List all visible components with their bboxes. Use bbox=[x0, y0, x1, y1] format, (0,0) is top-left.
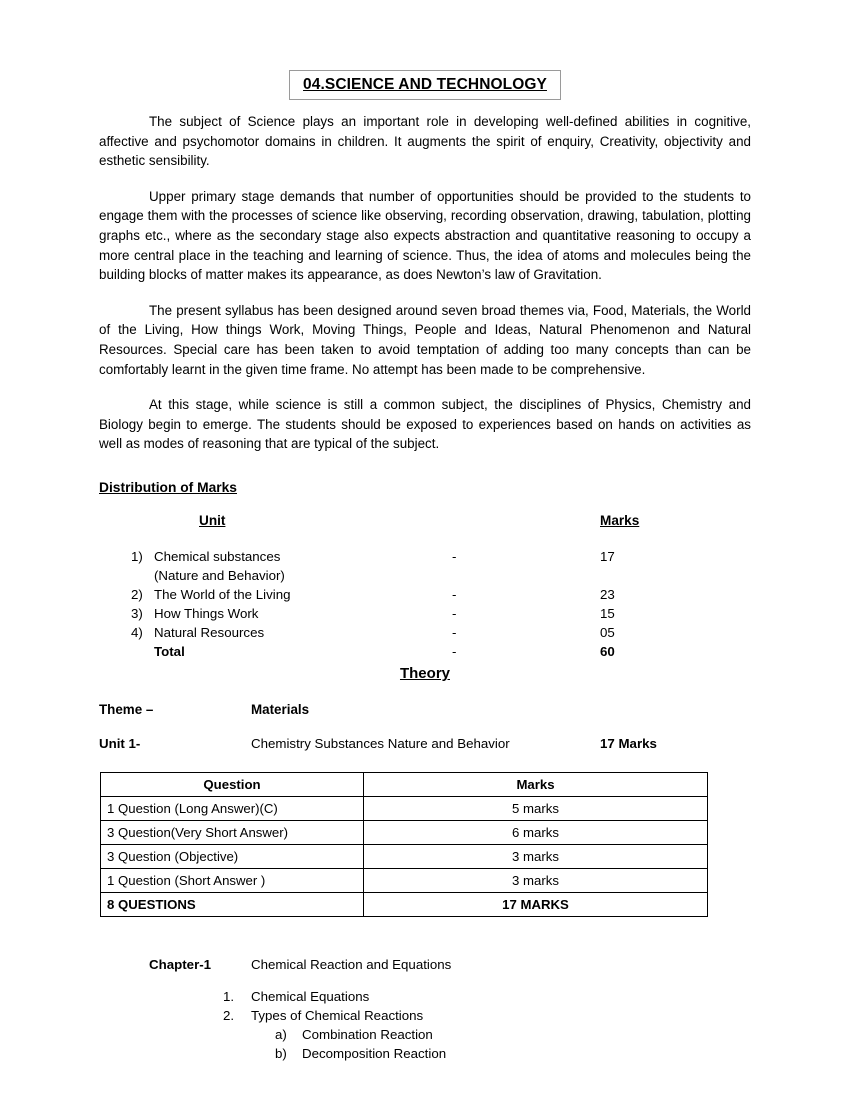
distribution-row bbox=[99, 604, 751, 623]
row-number: 1) bbox=[131, 549, 143, 565]
list-item-marker: 2. bbox=[223, 1008, 235, 1024]
distribution-total-row bbox=[99, 642, 751, 661]
table-header-row bbox=[101, 773, 708, 797]
unit-line bbox=[99, 734, 751, 754]
list-item-label: Chemical Equations bbox=[251, 989, 370, 1005]
page-title: 04.SCIENCE AND TECHNOLOGY bbox=[303, 76, 547, 93]
cell-question: 3 Question (Objective) bbox=[101, 845, 364, 869]
distribution-row bbox=[99, 585, 751, 604]
distribution-rows bbox=[99, 547, 751, 661]
cell-marks: 5 marks bbox=[364, 797, 708, 821]
row-marks: 05 bbox=[600, 625, 615, 641]
distribution-of-marks-table bbox=[99, 513, 751, 661]
row-unit-name: The World of the Living bbox=[154, 587, 291, 603]
unit-marks: 17 Marks bbox=[600, 736, 657, 752]
list-item bbox=[99, 1025, 751, 1044]
question-marks-table bbox=[100, 772, 708, 917]
row-unit-name: Natural Resources bbox=[154, 625, 265, 641]
row-unit-name: How Things Work bbox=[154, 606, 259, 622]
table-row bbox=[101, 797, 708, 821]
row-marks: 23 bbox=[600, 587, 615, 603]
cell-total-questions: 8 QUESTIONS bbox=[101, 893, 364, 917]
distribution-of-marks-heading: Distribution of Marks bbox=[99, 479, 237, 495]
chapter-title: Chemical Reaction and Equations bbox=[251, 957, 452, 973]
cell-marks: 3 marks bbox=[364, 845, 708, 869]
chapter-heading-line bbox=[99, 955, 751, 975]
table-row bbox=[101, 845, 708, 869]
theme-value: Materials bbox=[251, 702, 310, 718]
column-header-unit: Unit bbox=[199, 513, 226, 529]
list-item-marker: 1. bbox=[223, 989, 235, 1005]
page-title-container bbox=[0, 70, 850, 100]
cell-question: 1 Question (Long Answer)(C) bbox=[101, 797, 364, 821]
cell-total-marks: 17 MARKS bbox=[364, 893, 708, 917]
list-item-label: Types of Chemical Reactions bbox=[251, 1008, 424, 1024]
row-unit-name: Total bbox=[154, 644, 185, 660]
document-body bbox=[99, 112, 751, 1063]
theory-heading-text: Theory bbox=[399, 665, 450, 683]
theory-heading bbox=[99, 663, 751, 685]
list-item-label: Decomposition Reaction bbox=[302, 1046, 447, 1062]
row-dash: - bbox=[452, 644, 457, 660]
cell-question: 3 Question(Very Short Answer) bbox=[101, 821, 364, 845]
theme-label: Theme – bbox=[99, 702, 154, 718]
page-title-box bbox=[289, 70, 561, 100]
list-item bbox=[99, 1044, 751, 1063]
list-item-marker: a) bbox=[275, 1027, 287, 1043]
list-item-label: Combination Reaction bbox=[302, 1027, 433, 1043]
cell-question: 1 Question (Short Answer ) bbox=[101, 869, 364, 893]
row-marks: 60 bbox=[600, 644, 615, 660]
column-header-marks: Marks bbox=[364, 773, 708, 797]
cell-marks: 6 marks bbox=[364, 821, 708, 845]
row-number: 3) bbox=[131, 606, 143, 622]
table-row bbox=[101, 821, 708, 845]
list-item bbox=[99, 987, 751, 1006]
column-header-marks: Marks bbox=[600, 513, 640, 529]
paragraph-1: The subject of Science plays an important role in developing well-defined abilities in cognitive, affective and psychomotor domains in children. It augments the spirit of enquiry, Creativity, objectivity and esthetic sensibility. bbox=[99, 114, 751, 169]
paragraph-2: Upper primary stage demands that number of opportunities should be provided to the students to engage them with the processes of science like observing, recording observation, drawing, tabulation, plotting graphs etc., where as the secondary stage also expects abstraction and quantitative reasoning to occupy a more central place in the teaching and learning of science. Thus, the idea of atoms and molecules being the building blocks of matter makes its appearance, as does Newton’s law of Gravitation. bbox=[99, 188, 751, 283]
row-dash: - bbox=[452, 549, 457, 565]
row-unit-name: Chemical substances bbox=[154, 549, 281, 565]
row-marks: 17 bbox=[600, 549, 615, 565]
paragraph-3: The present syllabus has been designed around seven broad themes via, Food, Materials, the World of the Living, How things Work, Moving Things, People and Ideas, Natural Phenomenon and Natural Resources. Special care has been taken to avoid temptation of adding too many concepts than can be comfortably learnt in the given time frame. No attempt has been made to be comprehensive. bbox=[99, 302, 751, 377]
unit-label: Unit 1- bbox=[99, 736, 141, 752]
row-marks: 15 bbox=[600, 606, 615, 622]
list-item bbox=[99, 1006, 751, 1025]
chapter-topic-list bbox=[99, 987, 751, 1063]
unit-description: Chemistry Substances Nature and Behavior bbox=[251, 736, 510, 752]
row-number: 2) bbox=[131, 587, 143, 603]
row-dash: - bbox=[452, 625, 457, 641]
table-row bbox=[101, 869, 708, 893]
row-dash: - bbox=[452, 606, 457, 622]
distribution-row bbox=[99, 547, 751, 566]
paragraph-4: At this stage, while science is still a common subject, the disciplines of Physics, Chemistry and Biology begin to emerge. The students should be exposed to experiences based on hands on activities as well as modes of reasoning that are typical of the subject. bbox=[99, 397, 751, 452]
row-unit-name: (Nature and Behavior) bbox=[154, 568, 285, 584]
list-item-marker: b) bbox=[275, 1046, 287, 1062]
distribution-row bbox=[99, 623, 751, 642]
chapter-label: Chapter-1 bbox=[149, 957, 212, 973]
distribution-header-row bbox=[99, 513, 751, 535]
row-number: 4) bbox=[131, 625, 143, 641]
distribution-row bbox=[99, 566, 751, 585]
theme-line bbox=[99, 700, 751, 720]
table-total-row bbox=[101, 893, 708, 917]
row-dash: - bbox=[452, 587, 457, 603]
chapter-section bbox=[99, 955, 751, 1063]
column-header-question: Question bbox=[101, 773, 364, 797]
cell-marks: 3 marks bbox=[364, 869, 708, 893]
